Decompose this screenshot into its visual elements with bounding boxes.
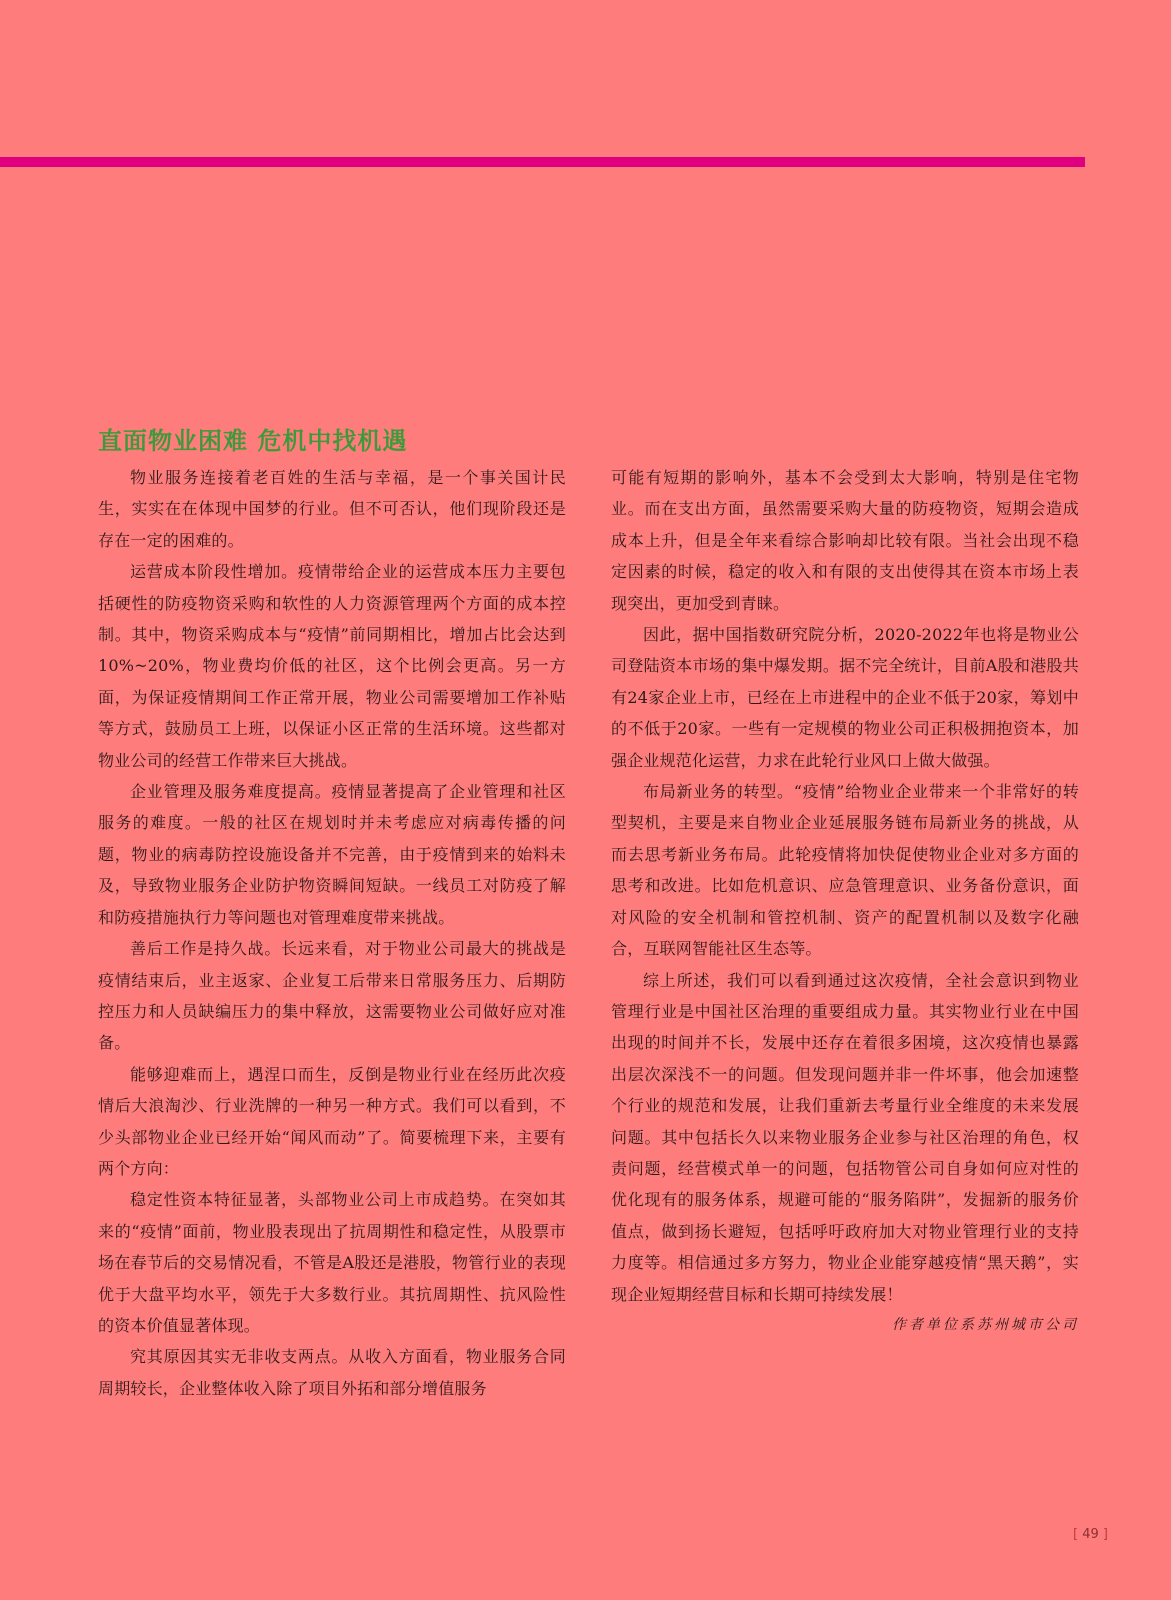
paragraph: 综上所述，我们可以看到通过这次疫情，全社会意识到物业管理行业是中国社区治理的重要组成力量。其实物业行业在中国出现的时间并不长，发展中还存在着很多困境，这次疫情也暴露出层次深浅不一的问题。但发现问题并非一件坏事，他会加速整个行业的规范和发展，让我们重新去考量行业全维度的未来发展问题。其中包括长久以来物业服务企业参与社区治理的角色，权责问题，经营模式单一的问题，包括物管公司自身如何应对性的优化现有的服务体系，规避可能的“服务陷阱”，发掘新的服务价值点，做到扬长避短，包括呼吁政府加大对物业管理行业的支持力度等。相信通过多方努力，物业企业能穿越疫情“黑天鹅”，实现企业短期经营目标和长期可持续发展！	[611, 970, 1079, 1304]
article-column-left	[98, 462, 566, 1404]
bracket-open-icon: [	[1073, 1527, 1079, 1542]
paragraph: 能够迎难而上，遇涅口而生，反倒是物业行业在经历此次疫情后大浪淘沙、行业洗牌的一种另一种方式。我们可以看到，不少头部物业企业已经开始“闻风而动”了。简要梳理下来，主要有两个方向：	[98, 1064, 566, 1178]
article-column-right	[611, 462, 1079, 1341]
paragraph: 运营成本阶段性增加。疫情带给企业的运营成本压力主要包括硬性的防疫物资采购和软性的人力资源管理两个方面的成本控制。其中，物资采购成本与“疫情”前同期相比，增加占比会达到10%~20%，物业费均价低的社区，这个比例会更高。另一方面，为保证疫情期间工作正常开展，物业公司需要增加工作补贴等方式，鼓励员工上班，以保证小区正常的生活环境。这些都对物业公司的经营工作带来巨大挑战。	[98, 562, 566, 770]
paragraph: 究其原因其实无非收支两点。从收入方面看，物业服务合同周期较长，企业整体收入除了项目外拓和部分增值服务	[98, 1347, 566, 1398]
paragraph: 善后工作是持久战。长远来看，对于物业公司最大的挑战是疫情结束后，业主返家、企业复工后带来日常服务压力、后期防控压力和人员缺编压力的集中释放，这需要物业公司做好应对准备。	[98, 939, 566, 1053]
paragraph: 稳定性资本特征显著，头部物业公司上市成趋势。在突如其来的“疫情”面前，物业股表现出了抗周期性和稳定性，从股票市场在春节后的交易情况看，不管是A股还是港股，物管行业的表现优于大盘平均水平，领先于大多数行业。其抗周期性、抗风险性的资本价值显著体现。	[98, 1190, 566, 1335]
bracket-close-icon: ]	[1102, 1527, 1108, 1542]
paragraph: 企业管理及服务难度提高。疫情显著提高了企业管理和社区服务的难度。一般的社区在规划时并未考虑应对病毒传播的问题，物业的病毒防控设施设备并不完善，由于疫情到来的始料未及，导致物业服务企业防护物资瞬间短缺。一线员工对防疫了解和防疫措施执行力等问题也对管理难度带来挑战。	[98, 782, 566, 927]
decorative-top-bar	[0, 157, 1085, 167]
page-number-value: 49	[1082, 1527, 1099, 1542]
paragraph: 物业服务连接着老百姓的生活与幸福，是一个事关国计民生，实实在在体现中国梦的行业。但不可否认，他们现阶段还是存在一定的困难的。	[98, 468, 566, 550]
page-number	[1073, 1527, 1108, 1542]
paragraph: 布局新业务的转型。“疫情”给物业企业带来一个非常好的转型契机，主要是来自物业企业延展服务链布局新业务的挑战，从而去思考新业务布局。此轮疫情将加快促使物业企业对多方面的思考和改进。比如危机意识、应急管理意识、业务备份意识，面对风险的安全机制和管控机制、资产的配置机制以及数字化融合，互联网智能社区生态等。	[611, 782, 1079, 959]
article-headline: 直面物业困难 危机中找机遇	[98, 427, 408, 456]
paragraph: 因此，据中国指数研究院分析，2020-2022年也将是物业公司登陆资本市场的集中爆发期。据不完全统计，目前A股和港股共有24家企业上市，已经在上市进程中的企业不低于20家，筹划中的不低于20家。一些有一定规模的物业公司正积极拥抱资本，加强企业规范化运营，力求在此轮行业风口上做大做强。	[611, 625, 1079, 770]
paragraph-continuation: 可能有短期的影响外，基本不会受到太大影响，特别是住宅物业。而在支出方面，虽然需要采购大量的防疫物资，短期会造成成本上升，但是全年来看综合影响却比较有限。当社会出现不稳定因素的时候，稳定的收入和有限的支出使得其在资本市场上表现突出，更加受到青睐。	[611, 468, 1079, 613]
author-byline: 作者单位系苏州城市公司	[892, 1316, 1079, 1333]
